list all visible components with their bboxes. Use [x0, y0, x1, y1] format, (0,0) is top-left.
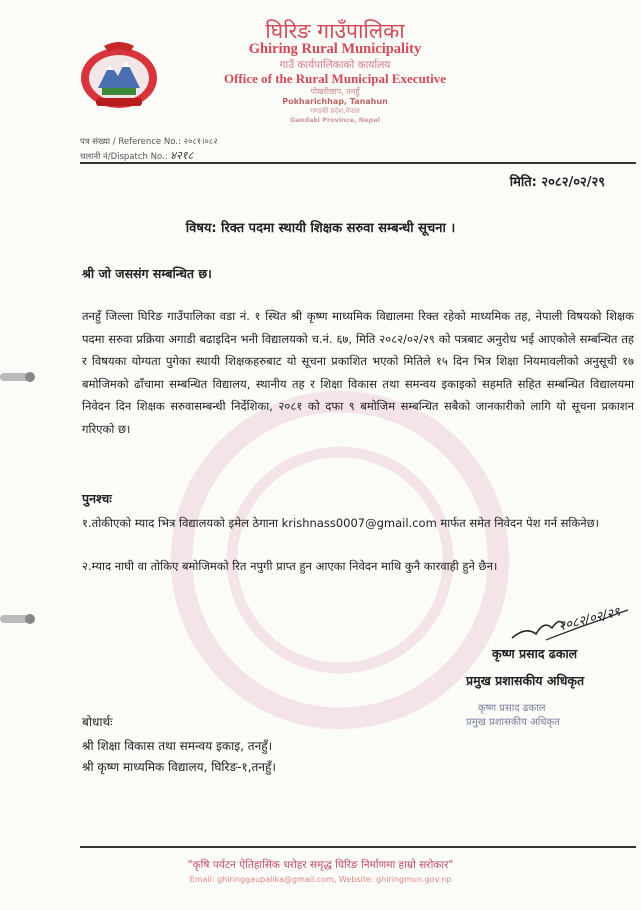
postscript-title: पुनश्चः — [82, 491, 112, 506]
svg-text:२०८२/०२/२९: २०८२/०२/२९ — [557, 604, 622, 635]
postscript-item: २.म्याद नाघी वा तोकिए बमोजिमको रित नपुगी प्राप्त हुन आएका निवेदन माथि कुनै कारवाही हुने छैन। — [82, 559, 498, 573]
dispatch-value: ४२१८ — [170, 149, 194, 162]
province-np: गण्डकी प्रदेश,नेपाल — [310, 107, 360, 115]
cc-item: श्री शिक्षा विकास तथा समन्वय इकाइ, तनहुँ। — [82, 739, 273, 753]
reference-value: २०८१।०८२ — [183, 137, 218, 147]
stamp-name: कृष्ण प्रसाद ढकाल — [478, 703, 546, 714]
dispatch-number — [80, 148, 193, 163]
header-divider — [80, 162, 636, 164]
office-name-en: Office of the Rural Municipal Executive — [223, 71, 447, 86]
footer-contact: Email: ghiringgaupalika@gmail.com, Website: ghiringmun.gov.np — [189, 875, 452, 884]
municipality-name-np: घिरिङ गाउँपालिका — [265, 19, 405, 43]
address-en: Pokharichhap, Tanahun — [282, 97, 388, 106]
nepal-emblem-icon — [76, 38, 162, 110]
stamp-title: प्रमुख प्रशासकीय अधिकृत — [466, 717, 560, 728]
office-name-np: गाउँ कार्यपालिकाको कार्यालय — [279, 59, 391, 71]
notice-date: मिति: २०८२/०२/२९ — [509, 175, 605, 190]
notice-subject: विषय: रिक्त पदमा स्थायी शिक्षक सरुवा सम्बन्धी सूचना । — [185, 221, 456, 236]
signatory-name: कृष्ण प्रसाद ढकाल — [492, 646, 578, 661]
reference-number — [80, 136, 218, 147]
municipality-name-en: Ghiring Rural Municipality — [248, 41, 422, 57]
salutation: श्री जो जससंग सम्बन्धित छ। — [82, 266, 212, 281]
cc-title: बोधार्थः — [82, 715, 113, 729]
binder-hole-icon — [0, 612, 36, 626]
notice-body: तनहुँ जिल्ला घिरिङ गाउँपालिका वडा नं. १ स्थित श्री कृष्ण माध्यमिक विद्यालमा रिक्त रहेको माध्यमिक तह, नेपाली विषयको शिक्षक पदमा सरुवा प्रक्रिया अगाडी बढाइदिन भनी विद्यालयको च.नं. ६७, मिति २०८२/०२/२९ को पत्रबाट अनुरोध भई आएकोले सम्बन्धित तह र विषयका योग्यता पुगेका स्थायी शिक्षकहरुबाट यो सूचना प्रकाशित भएको मितिले १५ दिन भित्र शिक्षा नियमावलीको अनुसूची १७ बमोजिमको ढाँचामा सम्बन्धित विद्यालय, स्थानीय तह र शिक्षा विकास तथा समन्वय इकाइको सहमति सहित सम्बन्धित विद्यालयमा निवेदन दिन शिक्षक सरुवासम्बन्धी निर्देशिका, २०८१ को दफा ९ बमोजिम सम्बन्धित सबैको जानकारीको लागि यो सूचना प्रकाशन गरिएको छ। — [82, 309, 634, 436]
postscript-item: १.तोकीएको म्याद भित्र विद्यालयको इमेल ठेगाना krishnass0007@gmail.com मार्फत समेत निवेदन पेश गर्न सकिनेछ। — [82, 516, 600, 530]
footer-slogan: "कृषि पर्यटन ऐतिहासिक धरोहर समृद्ध घिरिङ निर्माणमा हाम्रो सरोकार" — [187, 859, 454, 871]
dispatch-label: चलानी नं/Dispatch No.: — [80, 152, 168, 162]
signatory-title: प्रमुख प्रशासकीय अधिकृत — [466, 673, 585, 688]
binder-hole-icon — [0, 370, 36, 384]
address-np: पोखरीछाप, तनहुँ — [310, 87, 360, 96]
cc-item: श्री कृष्ण माध्यमिक विद्यालय, घिरिङ-१,तनहुँ। — [82, 760, 276, 774]
footer-divider — [80, 846, 636, 848]
reference-label: पत्र संख्या / Reference No.: — [80, 137, 181, 147]
province-en: Gandaki Province, Nepal — [290, 116, 380, 124]
